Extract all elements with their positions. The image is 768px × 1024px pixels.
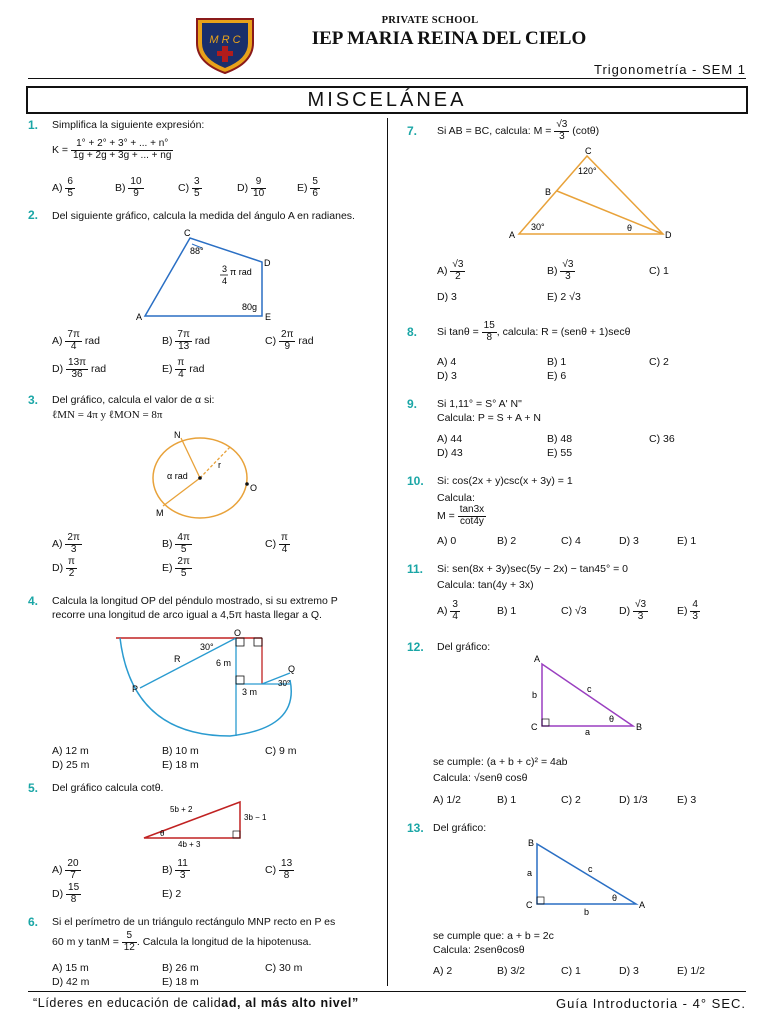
svg-text:c: c xyxy=(587,684,592,694)
q13-number: 13. xyxy=(407,821,424,835)
q1-option-e[interactable]: E) $\frac{5}{6}$ xyxy=(297,176,318,199)
q9-option-e[interactable]: E) 55 xyxy=(547,447,573,459)
q10-option-b[interactable]: B) 2 xyxy=(497,535,517,547)
svg-text:5b + 2: 5b + 2 xyxy=(170,805,193,814)
q4-option-d[interactable]: D) 25 m xyxy=(52,759,90,771)
q4-text-line1: Calcula la longitud OP del péndulo mostrado, si su extremo P xyxy=(52,595,338,607)
q10-option-d[interactable]: D) 3 xyxy=(619,535,639,547)
svg-text:b: b xyxy=(532,690,538,700)
svg-text:b: b xyxy=(584,907,590,917)
q7-triangle-figure xyxy=(505,144,680,242)
footer-slogan: “Líderes en educación de calidad, al más alto nivel” xyxy=(33,996,359,1010)
q1-option-c[interactable]: C) $\frac{3}{5}$ xyxy=(178,176,200,199)
q5-option-c[interactable]: C) $\frac{13}{8}$ xyxy=(265,858,293,881)
q9-option-c[interactable]: C) 36 xyxy=(649,433,675,445)
svg-text:C: C xyxy=(585,146,592,156)
q6-option-a[interactable]: A) 15 m xyxy=(52,962,89,974)
q3-text: Del gráfico, calcula el valor de α si: xyxy=(52,394,215,406)
q13-option-a[interactable]: A) 2 xyxy=(433,965,453,977)
svg-text:R: R xyxy=(174,654,181,664)
q10-option-c[interactable]: C) 4 xyxy=(561,535,581,547)
q1-option-a[interactable]: A) $\frac{6}{5}$ xyxy=(52,176,73,199)
q5-triangle-figure xyxy=(140,796,270,850)
q4-option-c[interactable]: C) 9 m xyxy=(265,745,297,757)
header-rule xyxy=(28,78,746,79)
q11-option-e[interactable]: E) $\frac{4}{3}$ xyxy=(677,599,698,622)
q8-option-a[interactable]: A) 4 xyxy=(437,356,457,368)
q9-number: 9. xyxy=(407,397,418,411)
q11-number: 11. xyxy=(407,562,424,576)
svg-text:M: M xyxy=(156,508,164,518)
footer-guide-label: Guía Introductoria - 4° SEC. xyxy=(556,996,746,1011)
q8-option-d[interactable]: D) 3 xyxy=(437,370,457,382)
q2-number: 2. xyxy=(28,208,39,222)
q4-pendulum-figure xyxy=(112,628,302,740)
q5-option-b[interactable]: B) $\frac{11}{3}$ xyxy=(162,858,188,881)
q12-condition: se cumple: (a + b + c)² = 4ab xyxy=(433,756,568,768)
q6-option-b[interactable]: B) 26 m xyxy=(162,962,199,974)
q5-text: Del gráfico calcula cotθ. xyxy=(52,782,164,794)
svg-text:A: A xyxy=(534,654,541,664)
q12-calculate: Calcula: √senθ cosθ xyxy=(433,772,528,784)
q11-option-c[interactable]: C) √3 xyxy=(561,605,587,617)
svg-text:a: a xyxy=(527,868,533,878)
q11-option-d[interactable]: D) $\frac{√3}{3}$ xyxy=(619,599,647,622)
svg-text:θ: θ xyxy=(627,223,633,233)
q8-option-b[interactable]: B) 1 xyxy=(547,356,567,368)
q3-condition: ℓMN = 4π y ℓMON = 8π xyxy=(52,409,163,421)
q12-triangle-figure xyxy=(525,650,650,738)
svg-text:P: P xyxy=(132,684,139,694)
q1-k: K = xyxy=(52,143,69,156)
q4-text-line2: recorre una longitud de arco igual a 4,5π hasta llegar a Q. xyxy=(52,609,322,621)
svg-text:30°: 30° xyxy=(278,679,291,688)
svg-text:6 m: 6 m xyxy=(216,658,232,668)
q10-text-line2: Calcula: xyxy=(437,492,475,504)
q7-option-b[interactable]: B) $\frac{√3}{3}$ xyxy=(547,259,574,282)
svg-text:30°: 30° xyxy=(200,642,214,652)
svg-text:c: c xyxy=(588,864,593,874)
q6-text-line1: Si el perímetro de un triángulo rectángulo MNP recto en P es xyxy=(52,916,336,928)
course-label: Trigonometría - SEM 1 xyxy=(593,62,746,77)
svg-text:80g: 80g xyxy=(242,302,258,312)
q3-option-c[interactable]: C) $\frac{\pi}{4}$ xyxy=(265,532,288,555)
q13-option-b[interactable]: B) 3/2 xyxy=(497,965,526,977)
q7-number: 7. xyxy=(407,124,418,138)
svg-text:D: D xyxy=(665,230,672,240)
q4-option-e[interactable]: E) 18 m xyxy=(162,759,199,771)
q7-option-a[interactable]: A) $\frac{√3}{2}$ xyxy=(437,259,464,282)
q2-option-c[interactable]: C) $\frac{2\pi}{9}$ rad xyxy=(265,329,314,352)
q6-option-d[interactable]: D) 42 m xyxy=(52,976,90,988)
svg-text:θ: θ xyxy=(160,829,165,838)
q9-text-line1: Si 1,11° = S° A' N" xyxy=(437,398,522,410)
footer-rule xyxy=(28,991,746,992)
q11-option-a[interactable]: A) $\frac{3}{4}$ xyxy=(437,599,458,622)
svg-text:88°: 88° xyxy=(190,246,204,256)
q2-option-a[interactable]: A) $\frac{7\pi}{4}$ rad xyxy=(52,329,100,352)
svg-text:4b + 3: 4b + 3 xyxy=(178,840,201,849)
q13-option-c[interactable]: C) 1 xyxy=(561,965,581,977)
q9-text-line2: Calcula: P = S + A + N xyxy=(437,412,541,424)
q13-condition: se cumple que: a + b = 2c xyxy=(433,930,554,942)
q12-option-a[interactable]: A) 1/2 xyxy=(433,794,462,806)
svg-text:π rad: π rad xyxy=(230,267,252,277)
svg-text:A: A xyxy=(509,230,516,240)
q6-option-e[interactable]: E) 18 m xyxy=(162,976,199,988)
q12-text: Del gráfico: xyxy=(437,641,491,653)
svg-text:30°: 30° xyxy=(531,222,545,232)
svg-text:E: E xyxy=(265,312,272,322)
q3-circle-figure xyxy=(140,428,270,520)
q2-option-b[interactable]: B) $\frac{7\pi}{13}$ rad xyxy=(162,329,210,352)
q2-option-e[interactable]: E) $\frac{\pi}{4}$ rad xyxy=(162,357,205,380)
q10-text-line1: Si: cos(2x + y)csc(x + 3y) = 1 xyxy=(437,475,573,487)
q8-option-e[interactable]: E) 6 xyxy=(547,370,567,382)
svg-text:A: A xyxy=(136,312,143,322)
q2-quadrilateral-figure xyxy=(130,224,290,324)
q10-expression: M = $\frac{\tan 3x}{\cot 4y}$ xyxy=(437,504,485,527)
q2-option-d[interactable]: D) $\frac{13\pi}{36}$ rad xyxy=(52,357,107,380)
svg-text:C: C xyxy=(531,722,538,732)
q12-option-d[interactable]: D) 1/3 xyxy=(619,794,648,806)
q4-number: 4. xyxy=(28,594,39,608)
page-title: MISCELÁNEA xyxy=(26,86,748,114)
column-divider xyxy=(387,118,388,986)
q11-text-line2: Calcula: tan(4y + 3x) xyxy=(437,579,534,591)
q8-text: Si tanθ = $\frac{15}{8}$ , calcula: R = (senθ + 1)secθ xyxy=(437,320,631,343)
q8-option-c[interactable]: C) 2 xyxy=(649,356,669,368)
q8-number: 8. xyxy=(407,325,418,339)
svg-text:r: r xyxy=(218,460,221,470)
q3-option-e[interactable]: E) $\frac{2\pi}{5}$ xyxy=(162,556,190,579)
q12-option-b[interactable]: B) 1 xyxy=(497,794,517,806)
q3-option-d[interactable]: D) $\frac{\pi}{2}$ xyxy=(52,556,75,579)
q1-expression xyxy=(52,139,173,161)
school-name: IEP MARIA REINA DEL CIELO xyxy=(311,28,587,49)
logo-letters: M R C xyxy=(209,34,241,46)
q5-option-d[interactable]: D) $\frac{15}{8}$ xyxy=(52,882,80,905)
q10-option-e[interactable]: E) 1 xyxy=(677,535,697,547)
q13-triangle-figure xyxy=(520,834,660,918)
q9-option-b[interactable]: B) 48 xyxy=(547,433,573,445)
q12-option-e[interactable]: E) 3 xyxy=(677,794,697,806)
q3-number: 3. xyxy=(28,393,39,407)
school-subtitle: PRIVATE SCHOOL xyxy=(381,15,479,26)
q3-option-b[interactable]: B) $\frac{4\pi}{5}$ xyxy=(162,532,190,555)
q6-number: 6. xyxy=(28,915,39,929)
q4-option-b[interactable]: B) 10 m xyxy=(162,745,199,757)
svg-text:α rad: α rad xyxy=(167,471,188,481)
q6-option-c[interactable]: C) 30 m xyxy=(265,962,303,974)
q9-option-d[interactable]: D) 43 xyxy=(437,447,463,459)
svg-text:4: 4 xyxy=(222,276,228,286)
q13-text: Del gráfico: xyxy=(433,822,487,834)
q3-option-a[interactable]: A) $\frac{2\pi}{3}$ xyxy=(52,532,80,555)
q7-text: Si AB = BC, calcula: M = $\frac{√3}{3}$ (cotθ) xyxy=(437,119,600,142)
q1-denominator: 1g + 2g + 3g + ... + ng xyxy=(72,149,172,161)
q13-option-e[interactable]: E) 1/2 xyxy=(677,965,706,977)
svg-text:C: C xyxy=(184,228,191,238)
q11-text-line1: Si: sen(8x + 3y)sec(5y − 2x) − tan45° = 0 xyxy=(437,563,628,575)
q13-calculate: Calcula: 2senθcosθ xyxy=(433,944,525,956)
q7-option-e[interactable]: E) 2 √3 xyxy=(547,291,581,303)
q1-number: 1. xyxy=(28,118,39,132)
svg-text:N: N xyxy=(174,430,181,440)
svg-text:B: B xyxy=(545,187,552,197)
q9-option-a[interactable]: A) 44 xyxy=(437,433,463,445)
q13-option-d[interactable]: D) 3 xyxy=(619,965,639,977)
q6-text-line2: 60 m y tanM = $\frac{5}{12}$ . Calcula la longitud de la hipotenusa. xyxy=(52,930,312,953)
svg-text:3: 3 xyxy=(222,264,228,274)
q1-option-b[interactable]: B) $\frac{10}{9}$ xyxy=(115,176,142,199)
svg-text:3b − 1: 3b − 1 xyxy=(244,813,267,822)
q10-number: 10. xyxy=(407,474,424,488)
svg-text:3 m: 3 m xyxy=(242,687,258,697)
svg-text:120°: 120° xyxy=(578,166,597,176)
q10-option-a[interactable]: A) 0 xyxy=(437,535,457,547)
q1-option-d[interactable]: D) $\frac{9}{10}$ xyxy=(237,176,265,199)
q1-numerator: 1° + 2° + 3° + ... + n° xyxy=(71,139,173,151)
q7-option-c[interactable]: C) 1 xyxy=(649,265,669,277)
q11-option-b[interactable]: B) 1 xyxy=(497,605,517,617)
svg-text:Q: Q xyxy=(288,664,296,674)
q2-text: Del siguiente gráfico, calcula la medida del ángulo A en radianes. xyxy=(52,210,355,222)
q12-number: 12. xyxy=(407,640,424,654)
svg-text:B: B xyxy=(636,722,643,732)
svg-text:a: a xyxy=(585,727,591,737)
svg-text:A: A xyxy=(639,900,646,910)
svg-text:θ: θ xyxy=(612,893,618,903)
svg-text:θ: θ xyxy=(609,714,615,724)
q1-text: Simplifica la siguiente expresión: xyxy=(52,119,205,131)
svg-text:C: C xyxy=(526,900,533,910)
q5-option-a[interactable]: A) $\frac{20}{7}$ xyxy=(52,858,79,881)
svg-text:O: O xyxy=(234,628,242,638)
svg-text:B: B xyxy=(528,838,535,848)
q12-option-c[interactable]: C) 2 xyxy=(561,794,581,806)
svg-text:O: O xyxy=(250,483,258,493)
q7-option-d[interactable]: D) 3 xyxy=(437,291,457,303)
q4-option-a[interactable]: A) 12 m xyxy=(52,745,89,757)
q5-option-e[interactable]: E) 2 xyxy=(162,888,182,900)
svg-text:D: D xyxy=(264,258,271,268)
q5-number: 5. xyxy=(28,781,39,795)
